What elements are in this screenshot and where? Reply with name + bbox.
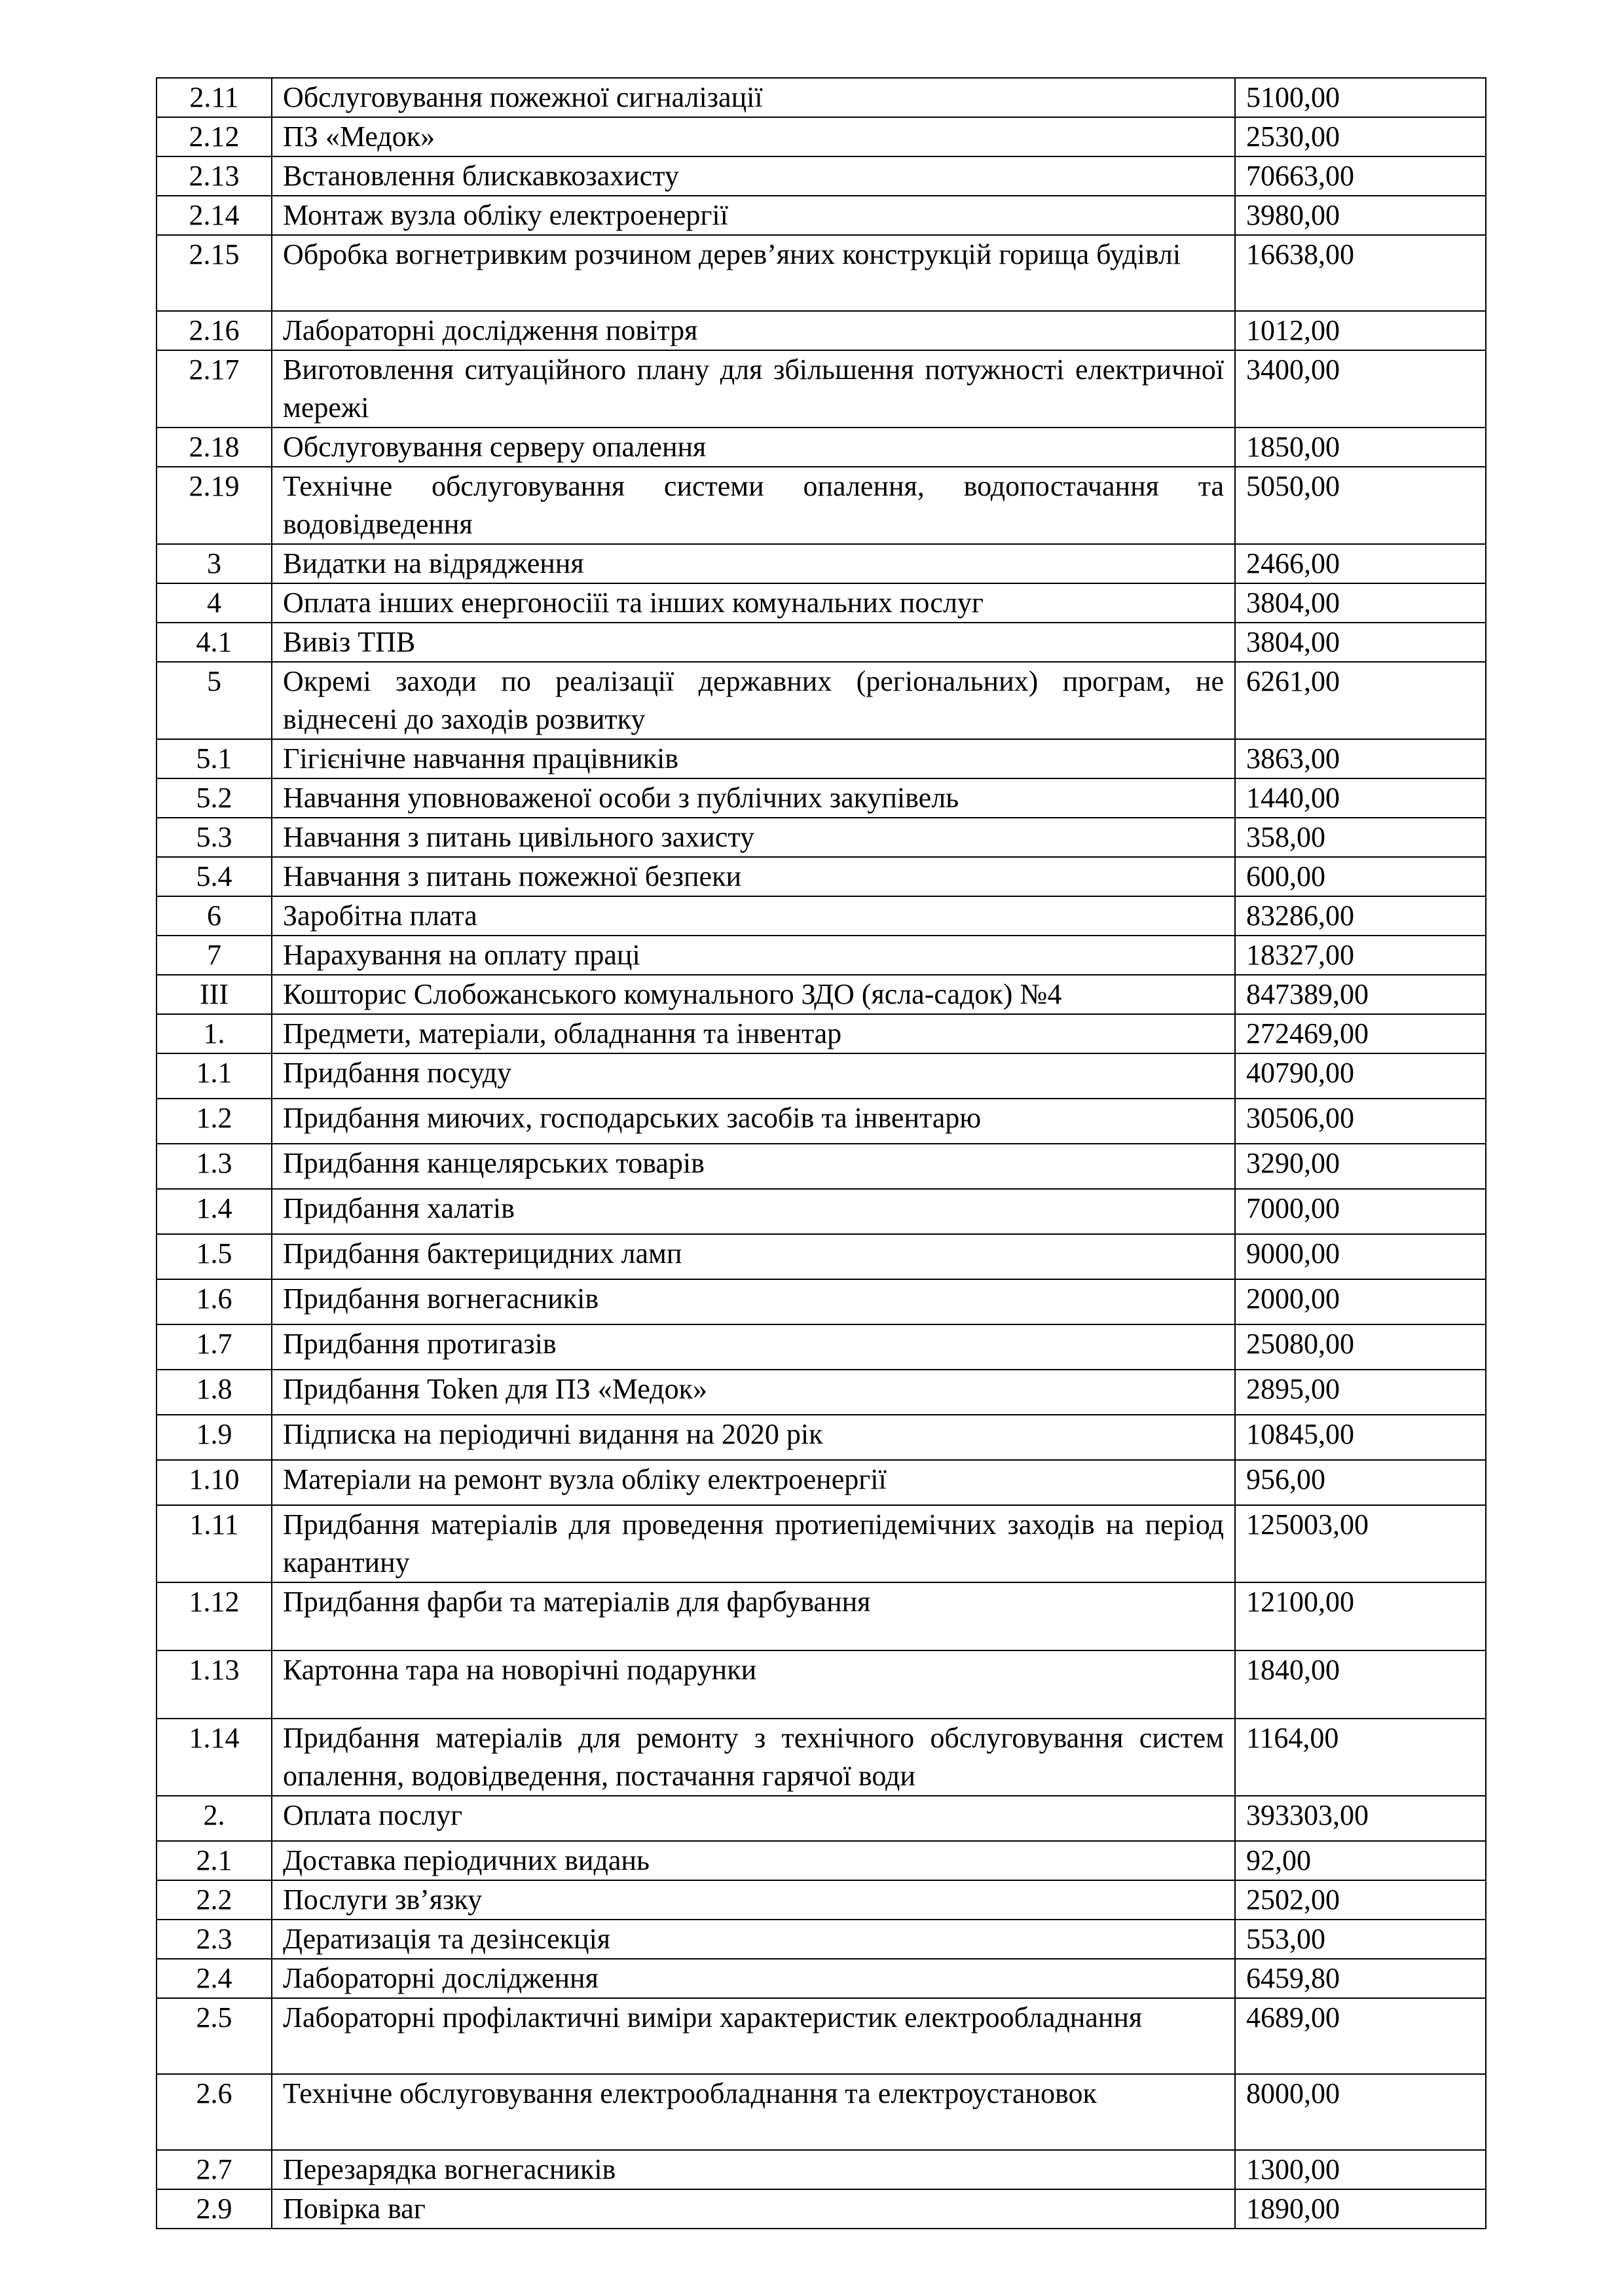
amount-cell: 1890,00 xyxy=(1235,2189,1486,2229)
table-row xyxy=(157,623,1486,662)
table-row xyxy=(157,1234,1486,1279)
item-name-cell: Кошторис Слобожанського комунального ЗДО (ясла-садок) №4 xyxy=(272,975,1235,1014)
amount-cell: 3980,00 xyxy=(1235,196,1486,235)
table-row xyxy=(157,1880,1486,1920)
item-name-cell: Видатки на відрядження xyxy=(272,544,1235,583)
row-number-cell: 1.4 xyxy=(157,1189,272,1234)
table-row xyxy=(157,1014,1486,1053)
amount-cell: 7000,00 xyxy=(1235,1189,1486,1234)
amount-cell: 1012,00 xyxy=(1235,311,1486,350)
row-number-cell: 1.13 xyxy=(157,1650,272,1719)
row-number-cell: 2.18 xyxy=(157,428,272,467)
row-number-cell: 2.16 xyxy=(157,311,272,350)
item-name-cell: Нарахування на оплату праці xyxy=(272,936,1235,975)
item-name-cell: Придбання миючих, господарських засобів та інвентарю xyxy=(272,1099,1235,1144)
item-name-cell: Придбання фарби та матеріалів для фарбування xyxy=(272,1582,1235,1650)
row-number-cell: 7 xyxy=(157,936,272,975)
table-row xyxy=(157,311,1486,350)
amount-cell: 1840,00 xyxy=(1235,1650,1486,1719)
amount-cell: 4689,00 xyxy=(1235,1998,1486,2074)
amount-cell: 12100,00 xyxy=(1235,1582,1486,1650)
amount-cell: 92,00 xyxy=(1235,1841,1486,1880)
table-row xyxy=(157,1053,1486,1099)
row-number-cell: 1.10 xyxy=(157,1460,272,1505)
table-row xyxy=(157,1144,1486,1189)
table-row xyxy=(157,1324,1486,1370)
item-name-cell: Вивіз ТПВ xyxy=(272,623,1235,662)
table-row xyxy=(157,583,1486,623)
row-number-cell: 2.13 xyxy=(157,156,272,196)
table-row xyxy=(157,467,1486,544)
item-name-cell: ПЗ «Медок» xyxy=(272,117,1235,156)
table-row xyxy=(157,1998,1486,2074)
amount-cell: 553,00 xyxy=(1235,1920,1486,1959)
amount-cell: 9000,00 xyxy=(1235,1234,1486,1279)
row-number-cell: 2. xyxy=(157,1796,272,1841)
row-number-cell: 5 xyxy=(157,662,272,739)
table-row xyxy=(157,818,1486,857)
table-row xyxy=(157,117,1486,156)
item-name-cell: Картонна тара на новорічні подарунки xyxy=(272,1650,1235,1719)
row-number-cell: 1.1 xyxy=(157,1053,272,1099)
item-name-cell: Обслуговування пожежної сигналізації xyxy=(272,78,1235,117)
item-name-cell: Навчання уповноваженої особи з публічних закупівель xyxy=(272,778,1235,818)
item-name-cell: Технічне обслуговування системи опалення, водопостачання та водовідведення xyxy=(272,467,1235,544)
row-number-cell: 5.4 xyxy=(157,857,272,896)
row-number-cell: 1.6 xyxy=(157,1279,272,1324)
item-name-cell: Придбання протигазів xyxy=(272,1324,1235,1370)
item-name-cell: Перезарядка вогнегасників xyxy=(272,2150,1235,2189)
table-row xyxy=(157,196,1486,235)
amount-cell: 956,00 xyxy=(1235,1460,1486,1505)
amount-cell: 2502,00 xyxy=(1235,1880,1486,1920)
row-number-cell: 2.14 xyxy=(157,196,272,235)
row-number-cell: 1.2 xyxy=(157,1099,272,1144)
item-name-cell: Придбання халатів xyxy=(272,1189,1235,1234)
amount-cell: 2895,00 xyxy=(1235,1370,1486,1415)
amount-cell: 1164,00 xyxy=(1235,1719,1486,1796)
amount-cell: 3863,00 xyxy=(1235,739,1486,778)
item-name-cell: Навчання з питань пожежної безпеки xyxy=(272,857,1235,896)
row-number-cell: 2.6 xyxy=(157,2074,272,2150)
table-row xyxy=(157,936,1486,975)
amount-cell: 5100,00 xyxy=(1235,78,1486,117)
row-number-cell: 2.11 xyxy=(157,78,272,117)
amount-cell: 25080,00 xyxy=(1235,1324,1486,1370)
table-row xyxy=(157,1841,1486,1880)
row-number-cell: 2.17 xyxy=(157,350,272,428)
item-name-cell: Навчання з питань цивільного захисту xyxy=(272,818,1235,857)
item-name-cell: Предмети, матеріали, обладнання та інвентар xyxy=(272,1014,1235,1053)
budget-table-body xyxy=(157,78,1486,2229)
amount-cell: 2466,00 xyxy=(1235,544,1486,583)
amount-cell: 40790,00 xyxy=(1235,1053,1486,1099)
table-row xyxy=(157,350,1486,428)
row-number-cell: 4 xyxy=(157,583,272,623)
item-name-cell: Доставка періодичних видань xyxy=(272,1841,1235,1880)
item-name-cell: Матеріали на ремонт вузла обліку електроенергії xyxy=(272,1460,1235,1505)
item-name-cell: Обробка вогнетривким розчином дерев’яних конструкцій горища будівлі xyxy=(272,235,1235,311)
table-row xyxy=(157,544,1486,583)
item-name-cell: Технічне обслуговування електрообладнання та електроустановок xyxy=(272,2074,1235,2150)
budget-table xyxy=(156,77,1486,2229)
item-name-cell: Підписка на періодичні видання на 2020 рік xyxy=(272,1415,1235,1460)
document-page xyxy=(156,77,1485,2229)
amount-cell: 600,00 xyxy=(1235,857,1486,896)
row-number-cell: 1.8 xyxy=(157,1370,272,1415)
item-name-cell: Лабораторні дослідження xyxy=(272,1959,1235,1998)
row-number-cell: 5.2 xyxy=(157,778,272,818)
amount-cell: 1300,00 xyxy=(1235,2150,1486,2189)
item-name-cell: Монтаж вузла обліку електроенергії xyxy=(272,196,1235,235)
row-number-cell: 1.12 xyxy=(157,1582,272,1650)
amount-cell: 1850,00 xyxy=(1235,428,1486,467)
amount-cell: 1440,00 xyxy=(1235,778,1486,818)
item-name-cell: Придбання Token для ПЗ «Медок» xyxy=(272,1370,1235,1415)
table-row xyxy=(157,1582,1486,1650)
row-number-cell: 1. xyxy=(157,1014,272,1053)
table-row xyxy=(157,857,1486,896)
row-number-cell: 6 xyxy=(157,896,272,936)
row-number-cell: 2.5 xyxy=(157,1998,272,2074)
table-row xyxy=(157,1719,1486,1796)
item-name-cell: Придбання матеріалів для ремонту з технічного обслуговування систем опалення, водовідведення, постачання гарячої води xyxy=(272,1719,1235,1796)
table-row xyxy=(157,662,1486,739)
row-number-cell: 1.9 xyxy=(157,1415,272,1460)
table-row xyxy=(157,1920,1486,1959)
amount-cell: 3400,00 xyxy=(1235,350,1486,428)
table-row xyxy=(157,1279,1486,1324)
table-row xyxy=(157,156,1486,196)
item-name-cell: Виготовлення ситуаційного плану для збільшення потужності електричної мережі xyxy=(272,350,1235,428)
table-row xyxy=(157,235,1486,311)
row-number-cell: 2.1 xyxy=(157,1841,272,1880)
row-number-cell: 2.12 xyxy=(157,117,272,156)
row-number-cell: 2.19 xyxy=(157,467,272,544)
table-row xyxy=(157,2074,1486,2150)
row-number-cell: 3 xyxy=(157,544,272,583)
item-name-cell: Лабораторні дослідження повітря xyxy=(272,311,1235,350)
row-number-cell: III xyxy=(157,975,272,1014)
table-row xyxy=(157,1460,1486,1505)
table-row xyxy=(157,78,1486,117)
table-row xyxy=(157,2150,1486,2189)
table-row xyxy=(157,1650,1486,1719)
amount-cell: 83286,00 xyxy=(1235,896,1486,936)
item-name-cell: Дератизація та дезінсекція xyxy=(272,1920,1235,1959)
item-name-cell: Придбання посуду xyxy=(272,1053,1235,1099)
row-number-cell: 5.3 xyxy=(157,818,272,857)
amount-cell: 2530,00 xyxy=(1235,117,1486,156)
item-name-cell: Лабораторні профілактичні виміри характеристик електрообладнання xyxy=(272,1998,1235,2074)
amount-cell: 70663,00 xyxy=(1235,156,1486,196)
table-row xyxy=(157,975,1486,1014)
amount-cell: 3804,00 xyxy=(1235,583,1486,623)
item-name-cell: Повірка ваг xyxy=(272,2189,1235,2229)
row-number-cell: 2.15 xyxy=(157,235,272,311)
table-row xyxy=(157,739,1486,778)
row-number-cell: 2.4 xyxy=(157,1959,272,1998)
amount-cell: 5050,00 xyxy=(1235,467,1486,544)
amount-cell: 3804,00 xyxy=(1235,623,1486,662)
table-row xyxy=(157,1959,1486,1998)
amount-cell: 3290,00 xyxy=(1235,1144,1486,1189)
row-number-cell: 4.1 xyxy=(157,623,272,662)
amount-cell: 18327,00 xyxy=(1235,936,1486,975)
amount-cell: 6459,80 xyxy=(1235,1959,1486,1998)
amount-cell: 2000,00 xyxy=(1235,1279,1486,1324)
row-number-cell: 1.7 xyxy=(157,1324,272,1370)
amount-cell: 358,00 xyxy=(1235,818,1486,857)
table-row xyxy=(157,1370,1486,1415)
table-row xyxy=(157,428,1486,467)
table-row xyxy=(157,1796,1486,1841)
item-name-cell: Гігієнічне навчання працівників xyxy=(272,739,1235,778)
amount-cell: 6261,00 xyxy=(1235,662,1486,739)
row-number-cell: 1.11 xyxy=(157,1505,272,1582)
amount-cell: 393303,00 xyxy=(1235,1796,1486,1841)
amount-cell: 30506,00 xyxy=(1235,1099,1486,1144)
table-row xyxy=(157,2189,1486,2229)
row-number-cell: 1.5 xyxy=(157,1234,272,1279)
row-number-cell: 1.3 xyxy=(157,1144,272,1189)
row-number-cell: 1.14 xyxy=(157,1719,272,1796)
row-number-cell: 2.7 xyxy=(157,2150,272,2189)
item-name-cell: Придбання вогнегасників xyxy=(272,1279,1235,1324)
item-name-cell: Придбання канцелярських товарів xyxy=(272,1144,1235,1189)
item-name-cell: Окремі заходи по реалізації державних (регіональних) програм, не віднесені до заходів розвитку xyxy=(272,662,1235,739)
item-name-cell: Придбання бактерицидних ламп xyxy=(272,1234,1235,1279)
item-name-cell: Обслуговування серверу опалення xyxy=(272,428,1235,467)
table-row xyxy=(157,1099,1486,1144)
amount-cell: 16638,00 xyxy=(1235,235,1486,311)
row-number-cell: 5.1 xyxy=(157,739,272,778)
item-name-cell: Оплата інших енергоносіїі та інших комунальних послуг xyxy=(272,583,1235,623)
table-row xyxy=(157,778,1486,818)
table-row xyxy=(157,1505,1486,1582)
table-row xyxy=(157,896,1486,936)
row-number-cell: 2.2 xyxy=(157,1880,272,1920)
item-name-cell: Придбання матеріалів для проведення протиепідемічних заходів на період карантину xyxy=(272,1505,1235,1582)
amount-cell: 847389,00 xyxy=(1235,975,1486,1014)
amount-cell: 8000,00 xyxy=(1235,2074,1486,2150)
item-name-cell: Послуги зв’язку xyxy=(272,1880,1235,1920)
row-number-cell: 2.9 xyxy=(157,2189,272,2229)
row-number-cell: 2.3 xyxy=(157,1920,272,1959)
item-name-cell: Заробітна плата xyxy=(272,896,1235,936)
item-name-cell: Оплата послуг xyxy=(272,1796,1235,1841)
table-row xyxy=(157,1415,1486,1460)
amount-cell: 10845,00 xyxy=(1235,1415,1486,1460)
item-name-cell: Встановлення блискавкозахисту xyxy=(272,156,1235,196)
amount-cell: 272469,00 xyxy=(1235,1014,1486,1053)
table-row xyxy=(157,1189,1486,1234)
amount-cell: 125003,00 xyxy=(1235,1505,1486,1582)
